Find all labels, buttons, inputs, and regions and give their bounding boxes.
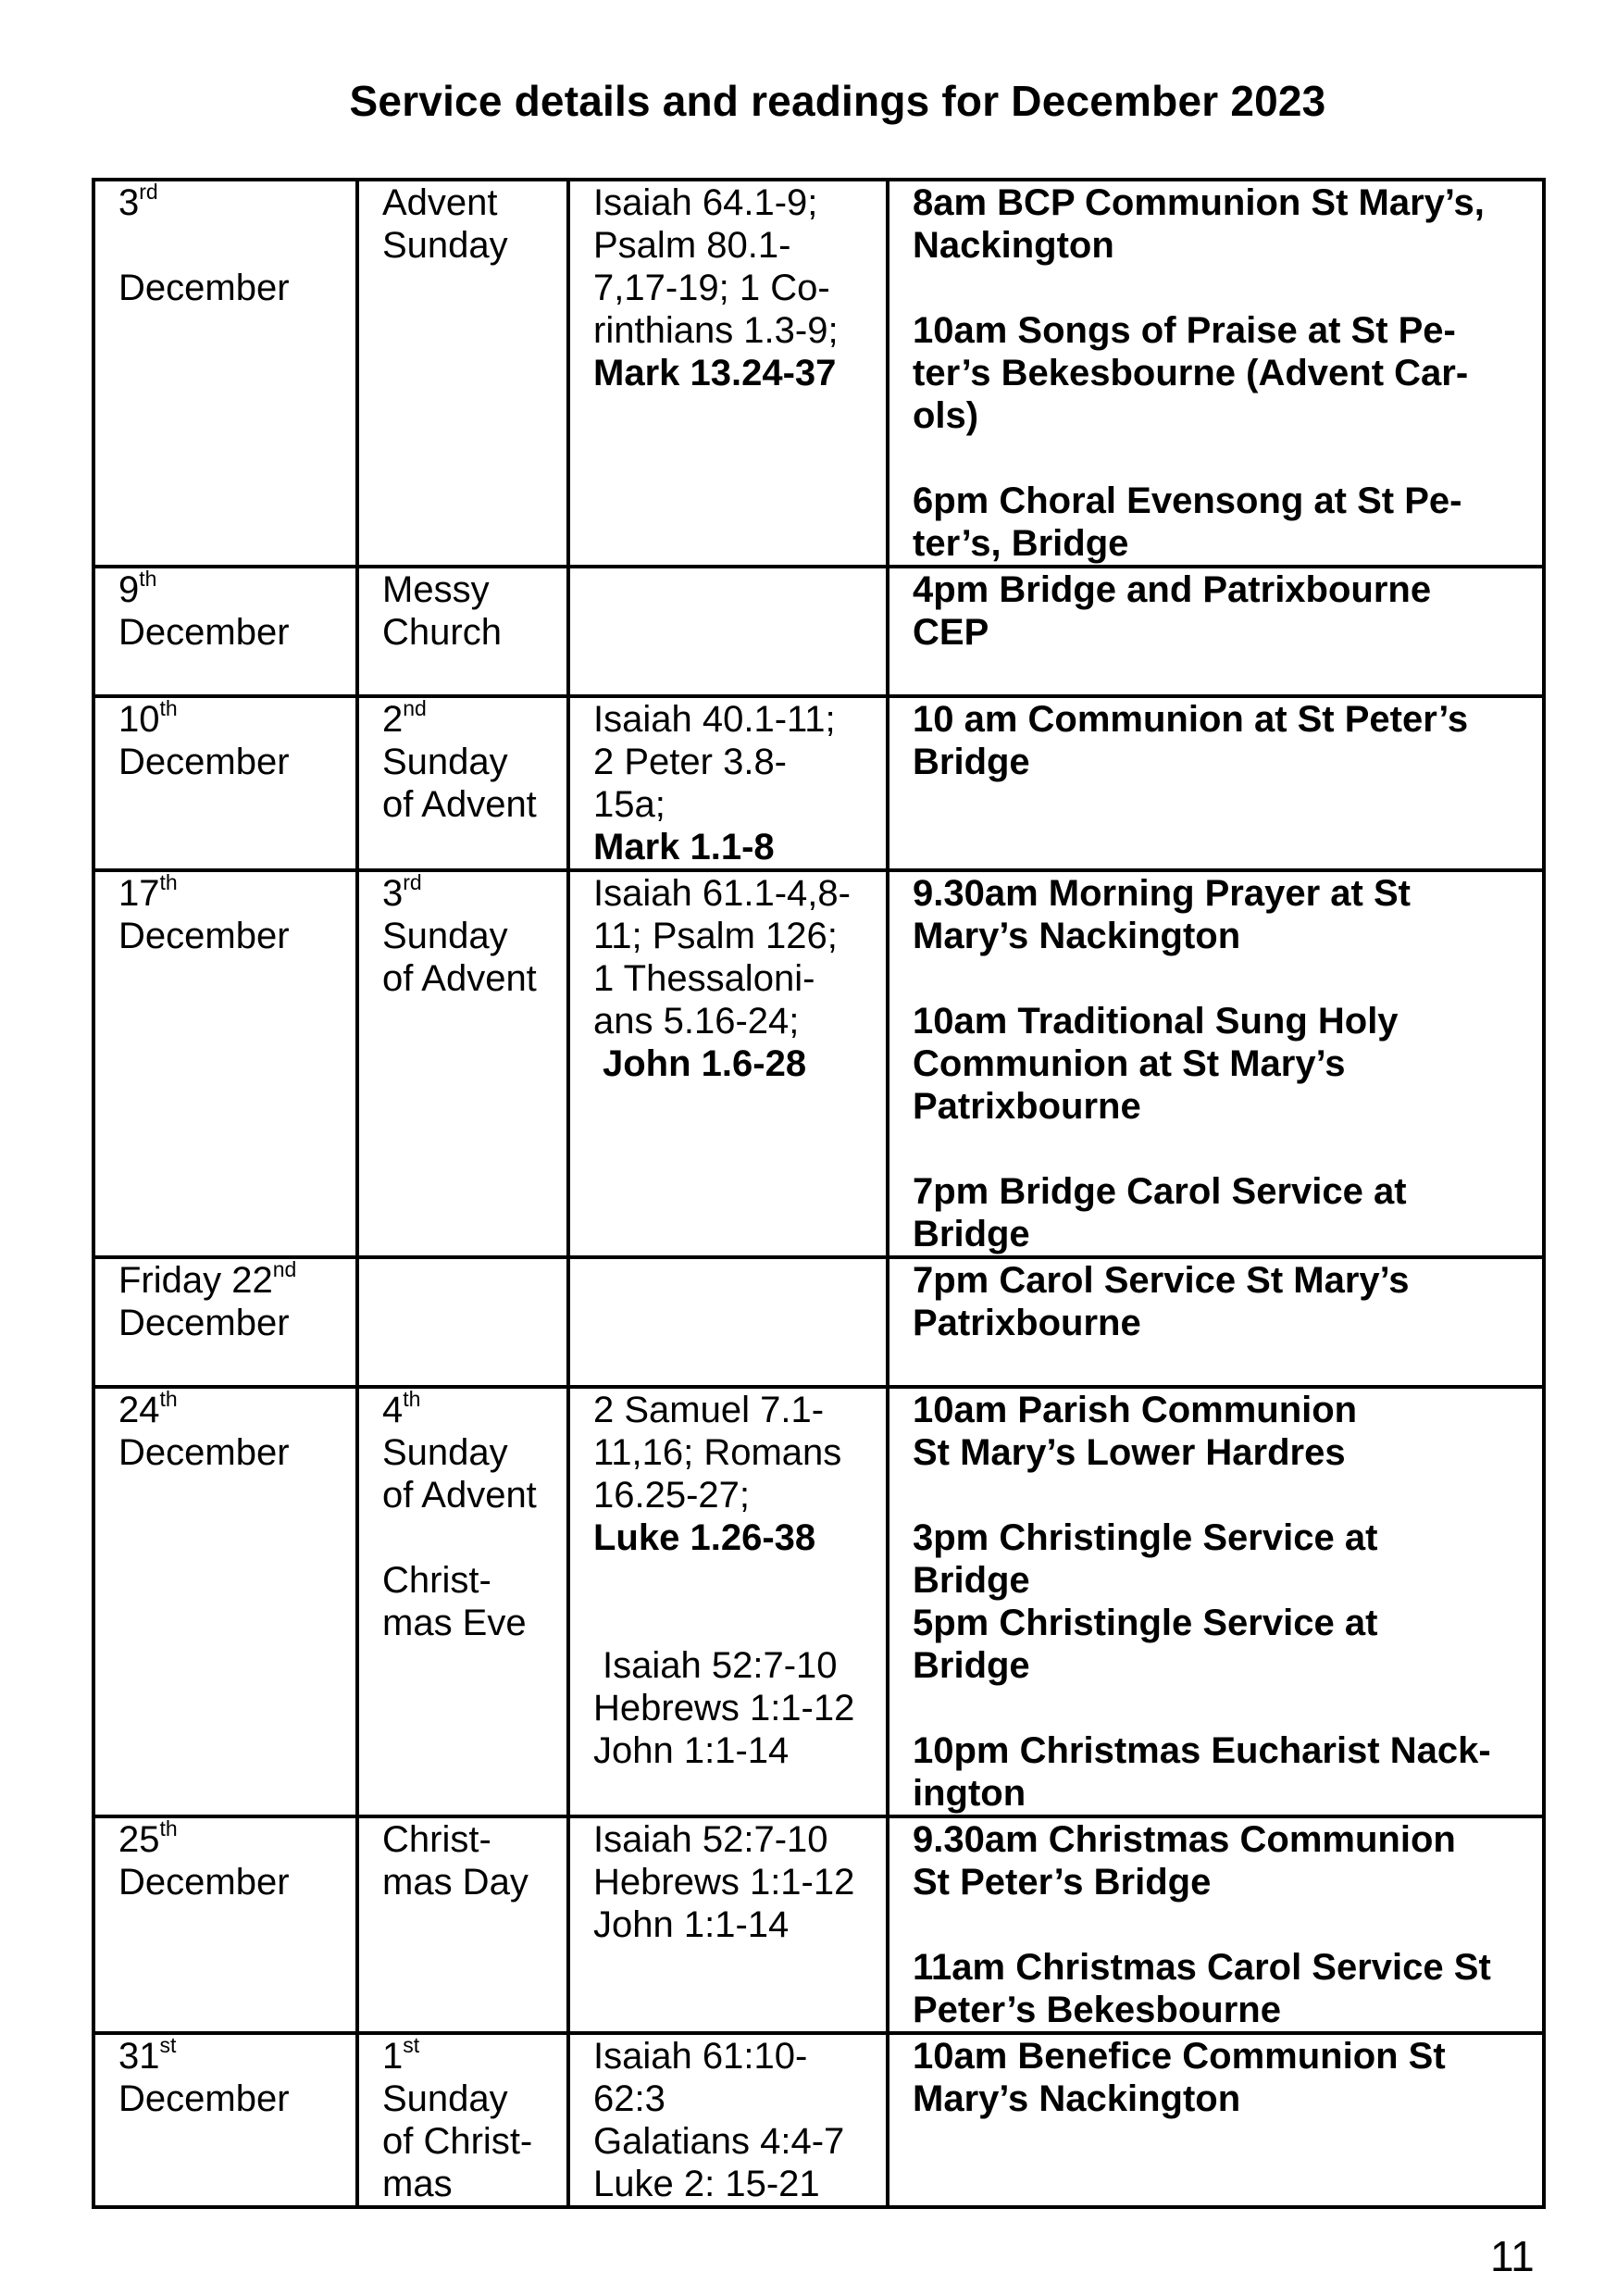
date-cell: 10th December [93,696,357,870]
table-row [93,567,1544,696]
occasion-cell: 1st Sunday of Christ- mas [357,2033,568,2207]
page-title: Service details and readings for December 2023 [349,77,1326,125]
table-row [93,1387,1544,1816]
services-cell: 9.30am Christmas Communion St Peter’s Bridge 11am Christmas Carol Service St Peter’s Bekesbourne [888,1816,1544,2033]
table-row [93,1816,1544,2033]
page-number: 11 [1490,2232,1535,2280]
readings-cell: Isaiah 61.1-4,8- 11; Psalm 126; 1 Thessaloni- ans 5.16-24; John 1.6-28 [568,870,888,1257]
services-cell: 4pm Bridge and Patrixbourne CEP [888,567,1544,696]
readings-cell: Isaiah 61:10- 62:3 Galatians 4:4-7 Luke 2: 15-21 [568,2033,888,2207]
readings-cell: Isaiah 52:7-10 Hebrews 1:1-12 John 1:1-14 [568,1816,888,2033]
service-schedule-table [92,178,1546,2209]
services-cell: 10 am Communion at St Peter’s Bridge [888,696,1544,870]
date-cell: 25th December [93,1816,357,2033]
occasion-cell: Messy Church [357,567,568,696]
table-row [93,696,1544,870]
occasion-cell: 2nd Sunday of Advent [357,696,568,870]
date-cell: 24th December [93,1387,357,1816]
readings-cell: Isaiah 64.1-9; Psalm 80.1- 7,17-19; 1 Co- rinthians 1.3-9; Mark 13.24-37 [568,180,888,567]
services-cell: 9.30am Morning Prayer at St Mary’s Nackington 10am Traditional Sung Holy Communion at St Mary’s Patrixbourne 7pm Bridge Carol Service at Bridge [888,870,1544,1257]
services-cell: 10am Parish Communion St Mary’s Lower Hardres 3pm Christingle Service at Bridge 5pm Christingle Service at Bridge 10pm Christmas Eucharist Nack- ington [888,1387,1544,1816]
occasion-cell: Advent Sunday [357,180,568,567]
date-cell: 9th December [93,567,357,696]
date-cell: 17th December [93,870,357,1257]
date-cell: Friday 22nd December [93,1257,357,1387]
readings-cell: Isaiah 40.1-11; 2 Peter 3.8- 15a; Mark 1.1-8 [568,696,888,870]
table-row [93,1257,1544,1387]
table-row [93,2033,1544,2207]
services-cell: 8am BCP Communion St Mary’s, Nackington 10am Songs of Praise at St Pe- ter’s Bekesbourne (Advent Car- ols) 6pm Choral Evensong at St Pe- ter’s, Bridge [888,180,1544,567]
table-row [93,870,1544,1257]
services-cell: 10am Benefice Communion St Mary’s Nackington [888,2033,1544,2207]
readings-cell [568,567,888,696]
readings-cell: 2 Samuel 7.1- 11,16; Romans 16.25-27; Luke 1.26-38 Isaiah 52:7-10 Hebrews 1:1-12 John 1:1-14 [568,1387,888,1816]
services-cell: 7pm Carol Service St Mary’s Patrixbourne [888,1257,1544,1387]
occasion-cell [357,1257,568,1387]
occasion-cell: 3rd Sunday of Advent [357,870,568,1257]
occasion-cell: 4th Sunday of Advent Christ- mas Eve [357,1387,568,1816]
date-cell: 3rd December [93,180,357,567]
readings-cell [568,1257,888,1387]
occasion-cell: Christ- mas Day [357,1816,568,2033]
date-cell: 31st December [93,2033,357,2207]
table-row [93,180,1544,567]
